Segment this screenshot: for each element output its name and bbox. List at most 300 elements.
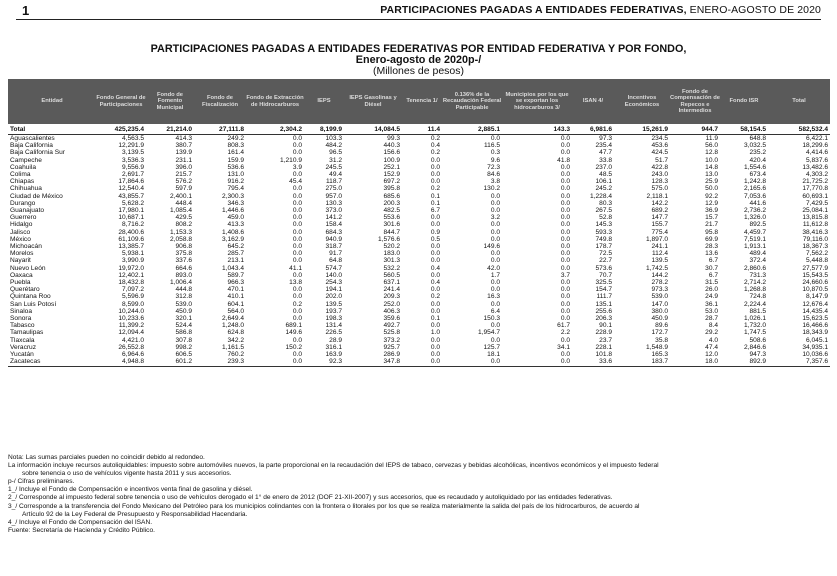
value-cell: 0.0 [560, 142, 570, 150]
value-cell: 1,043.4 [222, 264, 244, 272]
value-cell: 1,026.1 [744, 315, 766, 323]
value-cell: 560.5 [383, 271, 400, 279]
value-cell: 12.0 [705, 351, 718, 359]
table-row [8, 308, 830, 315]
value-cell: 34,935.1 [802, 343, 828, 351]
footnote-line: La información incluye recursos autoliquidables: impuesto sobre automóviles nuevos, la parte proporcional en la recaudación del IEPS de tabaco, cervezas y bebidas alcohólicas, incentivos económicos y el impuesto federal [8, 462, 659, 470]
value-cell: 0.0 [292, 185, 302, 193]
value-cell: 539.0 [175, 300, 192, 308]
value-cell: 16.3 [487, 293, 500, 301]
value-cell: 0.0 [292, 135, 302, 142]
value-cell: 0.0 [430, 221, 440, 229]
value-cell: 301.6 [383, 221, 400, 229]
value-cell: 2,118.1 [646, 192, 668, 200]
value-cell: 4.0 [708, 336, 718, 344]
value-cell: 143.3 [502, 125, 572, 135]
value-cell: 14,084.5 [344, 125, 402, 135]
column-header: ISAN 4/ [582, 98, 604, 105]
value-cell: 64.8 [329, 257, 342, 265]
value-cell: 0.2 [430, 293, 440, 301]
value-cell: 249.2 [227, 135, 244, 142]
value-cell: 916.2 [227, 178, 244, 186]
value-cell: 0.2 [430, 149, 440, 157]
footnotes [8, 454, 830, 535]
table-row [8, 193, 830, 200]
value-cell: 0.0 [560, 214, 570, 222]
value-cell: 19,972.0 [118, 264, 144, 272]
value-cell: 16,466.6 [802, 322, 828, 330]
value-cell: 0.0 [292, 271, 302, 279]
value-cell: 0.4 [430, 142, 440, 150]
value-cell: 325.5 [595, 279, 612, 287]
value-cell: 2.2 [560, 329, 570, 337]
value-cell: 0.2 [430, 135, 440, 142]
running-head-title [380, 4, 821, 16]
table-row [8, 358, 830, 366]
value-cell: 0.0 [292, 250, 302, 258]
value-cell: 0.0 [292, 171, 302, 179]
value-cell: 0.0 [490, 300, 500, 308]
value-cell: 24,660.6 [802, 279, 828, 287]
footnote-line: 2_/ Corresponde al impuesto federal sobre tenencia o uso de vehículos derogado el 1° de enero de 2012 (DOF 21-XII-2007) y sus accesorios, que es recaudado y autoliquidado por las entidades federativas. [8, 494, 613, 502]
value-cell: 35.8 [655, 336, 668, 344]
column-header: Total [792, 98, 806, 105]
value-cell: 973.3 [651, 286, 668, 294]
value-cell: 2,304.2 [246, 125, 304, 135]
entity-name-cell: Sonora [10, 315, 32, 323]
value-cell: 79,116.0 [802, 235, 828, 243]
value-cell: 396.0 [175, 163, 192, 171]
value-cell: 0.0 [430, 307, 440, 315]
value-cell: 0.0 [292, 149, 302, 157]
value-cell: 183.0 [383, 250, 400, 258]
value-cell: 520.2 [383, 243, 400, 251]
value-cell: 245.5 [325, 163, 342, 171]
value-cell: 593.3 [595, 228, 612, 236]
total-row [8, 125, 830, 135]
value-cell: 92.3 [304, 358, 344, 366]
value-cell: 26,552.8 [118, 343, 144, 351]
entity-name-cell: Coahuila [10, 163, 37, 171]
value-cell: 10,870.5 [802, 286, 828, 294]
value-cell: 1.0 [430, 329, 440, 337]
value-cell: 69.9 [705, 235, 718, 243]
value-cell: 453.6 [651, 142, 668, 150]
value-cell: 7,562.2 [806, 250, 828, 258]
value-cell: 724.8 [749, 293, 766, 301]
value-cell: 406.3 [383, 307, 400, 315]
entity-name-cell: Campeche [10, 156, 42, 164]
value-cell: 525.8 [383, 329, 400, 337]
value-cell: 586.8 [175, 329, 192, 337]
value-cell: 226.5 [325, 329, 342, 337]
value-cell: 450.9 [175, 307, 192, 315]
value-cell: 564.0 [227, 307, 244, 315]
value-cell: 21.7 [705, 221, 718, 229]
value-cell: 0.9 [430, 228, 440, 236]
value-cell: 13.0 [705, 171, 718, 179]
value-cell: 28,400.6 [118, 228, 144, 236]
column-header: IEPS [317, 98, 331, 105]
value-cell: 4,414.6 [806, 149, 828, 157]
value-cell: 1,210.9 [280, 156, 302, 164]
value-cell: 130.2 [483, 185, 500, 193]
entity-name-cell: Puebla [10, 279, 31, 287]
value-cell: 2,714.2 [744, 279, 766, 287]
value-cell: 23.7 [599, 336, 612, 344]
value-cell: 0.0 [560, 300, 570, 308]
value-cell: 0.0 [490, 192, 500, 200]
value-cell: 275.0 [325, 185, 342, 193]
value-cell: 697.2 [383, 178, 400, 186]
table-row [8, 250, 830, 257]
value-cell: 139.5 [651, 257, 668, 265]
value-cell: 648.8 [749, 135, 766, 142]
value-cell: 2,058.8 [170, 235, 192, 243]
value-cell: 624.8 [227, 329, 244, 337]
value-cell: 28.3 [705, 243, 718, 251]
value-cell: 91.7 [329, 250, 342, 258]
value-cell: 0.0 [560, 163, 570, 171]
value-cell: 0.5 [430, 235, 440, 243]
page-number: 1 [22, 3, 30, 18]
value-cell: 448.4 [175, 199, 192, 207]
running-header [0, 0, 837, 18]
value-cell: 267.5 [595, 207, 612, 215]
value-cell: 70.7 [599, 271, 612, 279]
entity-name-cell: Hidalgo [10, 221, 33, 229]
footnote-line: Artículo 92 de la Ley Federal de Presupuesto y Responsabilidad Hacendaria. [22, 510, 248, 518]
value-cell: 111.7 [596, 293, 612, 301]
value-cell: 112.4 [651, 250, 668, 258]
value-cell: 536.6 [227, 163, 244, 171]
value-cell: 52.8 [599, 214, 612, 222]
value-cell: 158.4 [325, 221, 342, 229]
value-cell: 194.1 [325, 286, 342, 294]
value-cell: 97.3 [599, 135, 612, 142]
table-row [8, 301, 830, 308]
value-cell: 17,864.6 [118, 178, 144, 186]
value-cell: 482.5 [383, 207, 400, 215]
value-cell: 234.5 [651, 135, 668, 142]
value-cell: 278.2 [651, 279, 668, 287]
value-cell: 359.6 [383, 315, 400, 323]
value-cell: 172.7 [651, 329, 668, 337]
value-cell: 470.1 [227, 286, 244, 294]
value-cell: 0.0 [430, 322, 440, 330]
value-cell: 318.7 [325, 243, 342, 251]
entity-name-cell: Aguascalientes [10, 135, 55, 142]
value-cell: 0.0 [430, 351, 440, 359]
value-cell: 12,094.4 [118, 329, 144, 337]
value-cell: 9.6 [490, 156, 500, 164]
value-cell: 450.9 [651, 315, 668, 323]
value-cell: 645.2 [227, 243, 244, 251]
table-title: PARTICIPACIONES PAGADAS A ENTIDADES FEDERATIVAS POR ENTIDAD FEDERATIVA Y POR FONDO, [150, 43, 687, 55]
value-cell: 0.0 [442, 358, 502, 366]
value-cell: 0.0 [502, 358, 572, 366]
value-cell: 28.9 [329, 336, 342, 344]
value-cell: 0.2 [430, 185, 440, 193]
entity-name-cell: Tamaulipas [10, 329, 44, 337]
value-cell: 9,556.9 [122, 163, 144, 171]
value-cell: 424.5 [651, 149, 668, 157]
value-cell: 58,154.5 [720, 125, 768, 135]
value-cell: 152.9 [383, 171, 400, 179]
value-cell: 29.2 [705, 329, 718, 337]
value-cell: 243.0 [651, 171, 668, 179]
table-row [8, 236, 830, 243]
value-cell: 200.3 [383, 199, 400, 207]
value-cell: 0.4 [430, 264, 440, 272]
value-cell: 892.5 [749, 221, 766, 229]
column-header: IEPS Gasolinas y Diésel [349, 95, 397, 108]
value-cell: 285.7 [227, 250, 244, 258]
value-cell: 43,855.7 [118, 192, 144, 200]
value-cell: 286.9 [383, 351, 400, 359]
value-cell: 0.0 [490, 221, 500, 229]
value-cell: 760.2 [227, 351, 244, 359]
entity-name-cell: Michoacán [10, 243, 42, 251]
value-cell: 425,235.4 [96, 125, 146, 135]
value-cell: 0.0 [402, 358, 442, 366]
value-cell: 7,519.1 [744, 235, 766, 243]
value-cell: 0.0 [560, 192, 570, 200]
value-cell: 18.1 [487, 351, 500, 359]
value-cell: 42.0 [487, 264, 500, 272]
value-cell: 235.4 [595, 142, 612, 150]
value-cell: 5,596.9 [122, 293, 144, 301]
value-cell: 0.0 [292, 286, 302, 294]
value-cell: 27,577.9 [802, 264, 828, 272]
footnote-line: 4_/ Incluye el Fondo de Compensación del ISAN. [8, 518, 153, 526]
value-cell: 149.6 [483, 243, 500, 251]
value-cell: 11.9 [705, 135, 718, 142]
value-cell: 601.2 [146, 358, 194, 366]
value-cell: 15.7 [705, 214, 718, 222]
value-cell: 149.6 [285, 329, 302, 337]
value-cell: 202.0 [325, 293, 342, 301]
value-cell: 3,536.3 [122, 156, 144, 164]
value-cell: 4,303.2 [806, 171, 828, 179]
value-cell: 0.0 [560, 171, 570, 179]
value-cell: 12,676.4 [802, 300, 828, 308]
entity-name-cell: Total [8, 125, 96, 135]
value-cell: 0.0 [560, 235, 570, 243]
value-cell: 307.8 [175, 336, 192, 344]
value-cell: 1,326.0 [744, 214, 766, 222]
value-cell: 206.3 [595, 315, 612, 323]
running-head-main: PARTICIPACIONES PAGADAS A ENTIDADES FEDERATIVAS, [380, 4, 687, 16]
value-cell: 6.4 [490, 307, 500, 315]
value-cell: 0.0 [292, 199, 302, 207]
table-row [8, 337, 830, 344]
value-cell: 489.4 [749, 250, 766, 258]
value-cell: 18,299.6 [802, 142, 828, 150]
entity-name-cell: Querétaro [10, 286, 40, 294]
table-row [8, 149, 830, 156]
value-cell: 14,435.4 [802, 307, 828, 315]
value-cell: 27,111.8 [194, 125, 246, 135]
value-cell: 4,421.0 [122, 336, 144, 344]
value-cell: 998.2 [175, 343, 192, 351]
entity-name-cell: Colima [10, 171, 31, 179]
value-cell: 0.0 [430, 343, 440, 351]
value-cell: 0.1 [430, 315, 440, 323]
value-cell: 80.3 [599, 199, 612, 207]
value-cell: 539.0 [651, 293, 668, 301]
value-cell: 1,153.3 [170, 228, 192, 236]
value-cell: 844.7 [383, 228, 400, 236]
value-cell: 575.0 [651, 185, 668, 193]
value-cell: 254.3 [325, 279, 342, 287]
value-cell: 1.7 [490, 271, 500, 279]
entity-name-cell: México [10, 235, 31, 243]
value-cell: 0.0 [490, 336, 500, 344]
value-cell: 0.0 [292, 207, 302, 215]
value-cell: 4,563.5 [122, 135, 144, 142]
value-cell: 0.0 [560, 264, 570, 272]
table-row [8, 272, 830, 279]
entity-name-cell: Veracruz [10, 343, 37, 351]
value-cell: 12,291.9 [118, 142, 144, 150]
value-cell: 84.6 [487, 171, 500, 179]
value-cell: 604.1 [227, 300, 244, 308]
entity-name-cell: Tabasco [10, 322, 35, 330]
value-cell: 5,628.2 [122, 199, 144, 207]
value-cell: 944.7 [670, 125, 720, 135]
value-cell: 0.0 [430, 214, 440, 222]
value-cell: 215.7 [175, 171, 192, 179]
value-cell: 128.3 [651, 178, 668, 186]
table-row [8, 351, 830, 358]
value-cell: 8.4 [708, 322, 718, 330]
value-cell: 30.7 [705, 264, 718, 272]
entity-name-cell: San Luis Potosí [10, 300, 57, 308]
value-cell: 41.1 [289, 264, 302, 272]
table-row [8, 200, 830, 207]
table-period: Enero-agosto de 2020p-/ [355, 54, 482, 66]
entity-name-cell: Ciudad de México [10, 192, 63, 200]
value-cell: 3.9 [292, 163, 302, 171]
value-cell: 103.3 [325, 135, 342, 142]
entity-name-cell: Sinaloa [10, 307, 32, 315]
value-cell: 0.0 [560, 185, 570, 193]
value-cell: 161.4 [227, 149, 244, 157]
value-cell: 237.0 [595, 163, 612, 171]
value-cell: 13,815.8 [802, 214, 828, 222]
value-cell: 881.5 [749, 307, 766, 315]
value-cell: 589.7 [227, 271, 244, 279]
column-header: Tenencia 1/ [406, 98, 438, 105]
value-cell: 0.0 [560, 279, 570, 287]
entity-name-cell: Chihuahua [10, 185, 42, 193]
value-cell: 459.0 [227, 214, 244, 222]
value-cell: 56.0 [705, 142, 718, 150]
value-cell: 380.0 [651, 307, 668, 315]
value-cell: 524.4 [175, 322, 192, 330]
value-cell: 532.2 [383, 264, 400, 272]
value-cell: 255.6 [595, 307, 612, 315]
entity-name-cell: Morelos [10, 250, 34, 258]
value-cell: 7,357.6 [768, 358, 830, 366]
entity-name-cell: Jalisco [10, 228, 31, 236]
value-cell: 51.7 [655, 156, 668, 164]
value-cell: 0.0 [490, 286, 500, 294]
value-cell: 0.0 [292, 228, 302, 236]
value-cell: 0.0 [560, 178, 570, 186]
value-cell: 13.8 [289, 279, 302, 287]
value-cell: 0.0 [490, 279, 500, 287]
value-cell: 228.1 [595, 343, 612, 351]
value-cell: 18,367.3 [802, 243, 828, 251]
value-cell: 14.8 [705, 163, 718, 171]
value-cell: 116.5 [483, 142, 500, 150]
value-cell: 1,446.6 [222, 207, 244, 215]
value-cell: 1,897.0 [646, 235, 668, 243]
value-cell: 1,742.5 [646, 264, 668, 272]
value-cell: 346.3 [227, 199, 244, 207]
value-cell: 373.0 [325, 207, 342, 215]
value-cell: 312.8 [175, 293, 192, 301]
value-cell: 0.0 [430, 156, 440, 164]
entity-name-cell: Zacatecas [8, 358, 96, 366]
value-cell: 0.0 [430, 171, 440, 179]
value-cell: 414.3 [175, 135, 192, 142]
value-cell: 11,612.8 [802, 221, 828, 229]
value-cell: 10,233.6 [118, 315, 144, 323]
value-cell: 7,429.5 [806, 199, 828, 207]
value-cell: 140.0 [325, 271, 342, 279]
value-cell: 47.7 [599, 149, 612, 157]
value-cell: 213.1 [227, 257, 244, 265]
value-cell: 673.4 [749, 171, 766, 179]
entity-name-cell: Guerrero [10, 214, 37, 222]
value-cell: 26.0 [705, 286, 718, 294]
value-cell: 8,147.9 [806, 293, 828, 301]
value-cell: 1,161.5 [222, 343, 244, 351]
value-cell: 4,948.8 [96, 358, 146, 366]
value-cell: 10,687.1 [118, 214, 144, 222]
value-cell: 337.6 [175, 257, 192, 265]
value-cell: 375.8 [175, 250, 192, 258]
value-cell: 0.0 [490, 228, 500, 236]
entity-name-cell: Nayarit [10, 257, 31, 265]
value-cell: 2,860.6 [744, 264, 766, 272]
value-cell: 22.7 [599, 257, 612, 265]
value-cell: 139.9 [175, 149, 192, 157]
value-cell: 2,400.1 [170, 192, 192, 200]
table-row [8, 142, 830, 149]
value-cell: 17,980.1 [118, 207, 144, 215]
value-cell: 301.3 [383, 257, 400, 265]
value-cell: 0.0 [490, 235, 500, 243]
value-cell: 2,736.2 [744, 207, 766, 215]
value-cell: 0.0 [560, 307, 570, 315]
value-cell: 0.0 [430, 178, 440, 186]
value-cell: 25,084.1 [802, 207, 828, 215]
value-cell: 553.6 [383, 214, 400, 222]
value-cell: 2,846.6 [744, 343, 766, 351]
value-cell: 0.2 [292, 300, 302, 308]
value-cell: 508.6 [749, 336, 766, 344]
value-cell: 893.0 [175, 271, 192, 279]
value-cell: 0.0 [560, 351, 570, 359]
value-cell: 6.7 [708, 257, 718, 265]
value-cell: 1,248.0 [222, 322, 244, 330]
value-cell: 0.0 [430, 300, 440, 308]
value-cell: 731.3 [749, 271, 766, 279]
